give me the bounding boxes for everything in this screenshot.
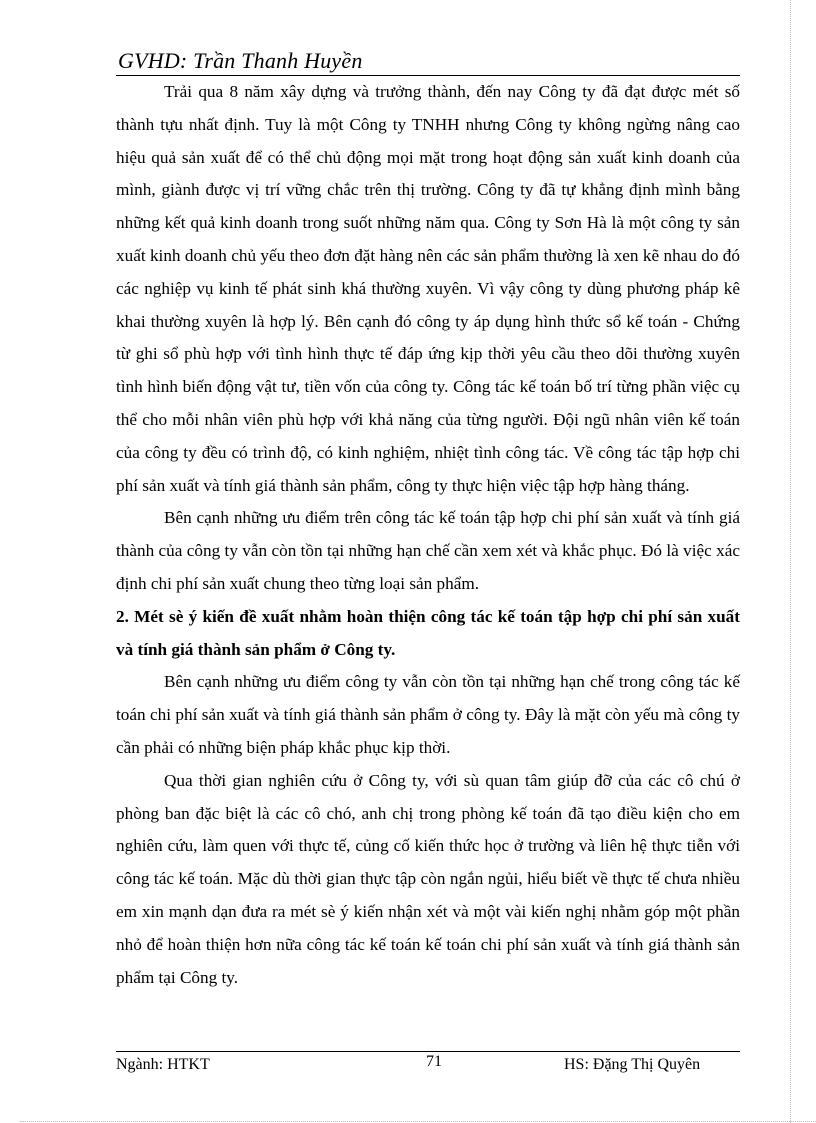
footer-student: HS: Đặng Thị Quyên [564, 1056, 701, 1073]
page-edge-vertical [790, 0, 791, 1123]
paragraph-achievements: Trải qua 8 năm xây dựng và trưởng thành, đến nay Công ty đã đạt được mét số thành tựu nhất định. Tuy là một Công ty TNHH nhưng Công ty không ngừng nâng cao hiệu quả sản xuất để có thể chủ động mọi mặt trong hoạt động sản xuất kinh doanh của mình, giành được vị trí vững chắc trên thị trường. Công ty đã tự khẳng định mình bằng những kết quả kinh doanh trong suốt những năm qua. Công ty Sơn Hà là một công ty sản xuất kinh doanh chủ yếu theo đơn đặt hàng nên các sản phẩm thường là xen kẽ nhau do đó các nghiệp vụ kinh tế phát sinh khá thường xuyên. Vì vậy công ty dùng phương pháp kê khai thường xuyên là hợp lý. Bên cạnh đó công ty áp dụng hình thức sổ kế toán - Chứng từ ghi sổ phù hợp với tình hình thực tế đáp ứng kịp thời yêu cầu theo dõi thường xuyên tình hình biến động vật tư, tiền vốn của công ty. Công tác kế toán bố trí từng phần việc cụ thể cho mỗi nhân viên phù hợp với khả năng của từng người. Đội ngũ nhân viên kế toán của công ty đều có trình độ, có kinh nghiệm, nhiệt tình công tác. Về công tác tập hợp chi phí sản xuất và tính giá thành sản phẩm, công ty thực hiện việc tập hợp hàng tháng. [116, 82, 740, 495]
footer-divider [116, 1051, 740, 1052]
header-title: GVHD: Trần Thanh Huyền [118, 48, 363, 73]
paragraph-weaknesses: Bên cạnh những ưu điểm công ty vẫn còn tồn tại những hạn chế trong công tác kế toán chi phí sản xuất và tính giá thành sản phẩm ở công ty. Đây là mặt còn yếu mà công ty cần phải có những biện pháp khắc phục kịp thời. [116, 672, 740, 757]
document-body [116, 76, 740, 994]
paragraph-limitations: Bên cạnh những ưu điểm trên công tác kế toán tập hợp chi phí sản xuất và tính giá thành của công ty vẫn còn tồn tại những hạn chế cần xem xét và khắc phục. Đó là việc xác định chi phí sản xuất chung theo từng loại sản phẩm. [116, 508, 740, 593]
paragraph-proposals: Qua thời gian nghiên cứu ở Công ty, với sù quan tâm giúp đỡ của các cô chú ở phòng ban đặc biệt là các cô chó, anh chị trong phòng kế toán đã tạo điều kiện cho em nghiên cứu, làm quen với thực tế, củng cố kiến thức học ở trường và liên hệ thực tiễn với công tác kế toán. Mặc dù thời gian thực tập còn ngắn ngủi, hiểu biết về thực tế chưa nhiều em xin mạnh dạn đưa ra mét sè ý kiến nhận xét và một vài kiến nghị nhằm góp một phần nhỏ để hoàn thiện hơn nữa công tác kế toán kế toán chi phí sản xuất và tính giá thành sản phẩm tại Công ty. [116, 770, 740, 987]
page-number: 71 [426, 1053, 442, 1070]
page-edge-horizontal [20, 1121, 816, 1122]
section-heading: 2. Mét sè ý kiến đề xuất nhằm hoàn thiện công tác kế toán tập hợp chi phí sản xuất và tính giá thành sản phẩm ở Công ty. [116, 606, 740, 659]
footer-major: Ngành: HTKT [116, 1056, 210, 1073]
